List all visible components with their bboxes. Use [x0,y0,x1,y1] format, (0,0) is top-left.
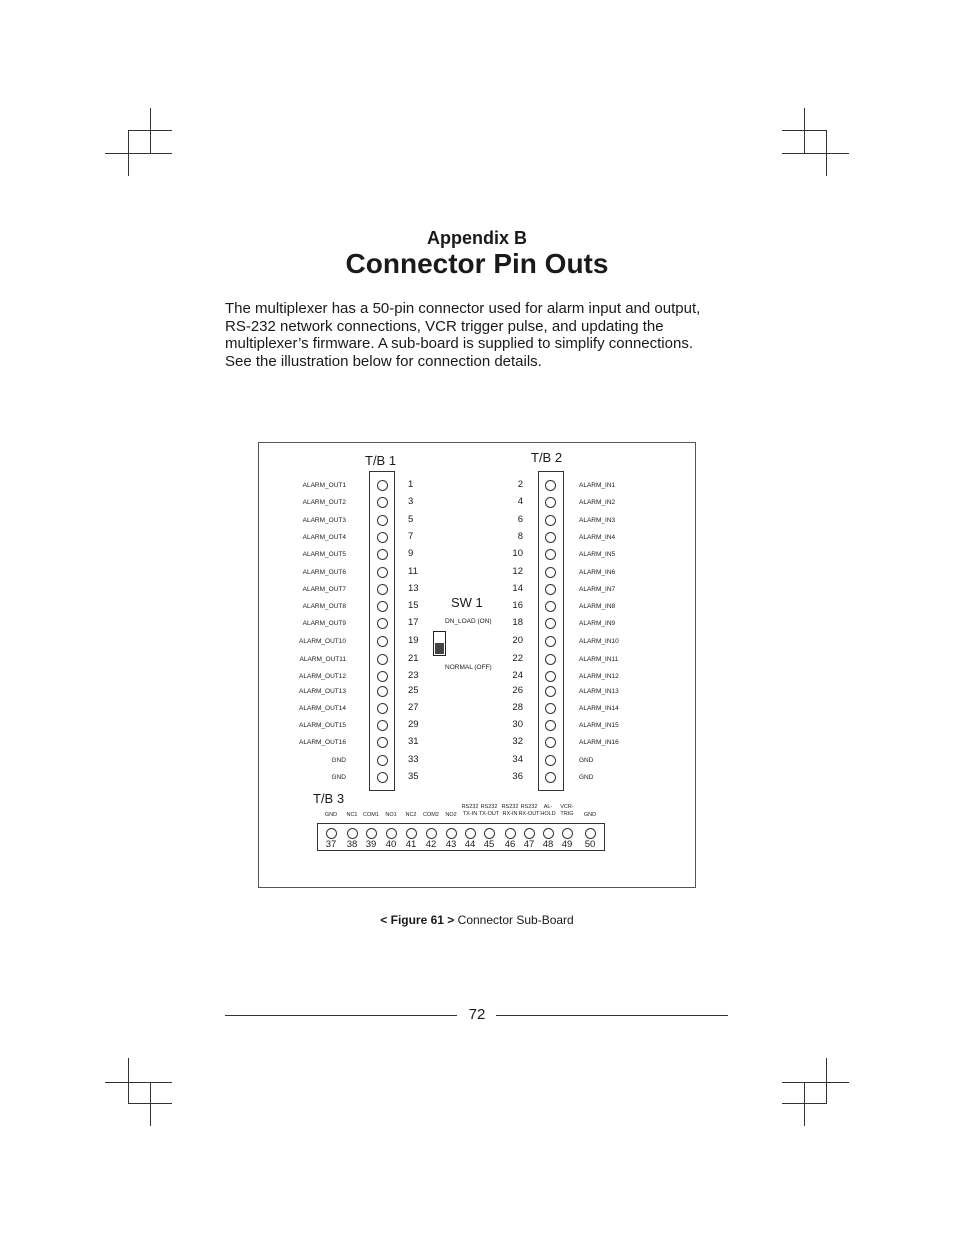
tb3-label: T/B 3 [313,791,345,806]
intro-line: multiplexer’s firmware. A sub-board is supplied to simplify connections. [225,335,693,353]
tb2-label: T/B 2 [531,450,563,465]
tb2-signal-label: ALARM_IN8 [579,603,616,610]
tb2-terminal [545,686,556,697]
tb1-signal-label: GND [331,774,346,781]
tb2-signal-label: ALARM_IN12 [579,673,619,680]
tb2-signal-label: ALARM_IN16 [579,739,619,746]
tb1-pin-number: 27 [408,702,419,713]
tb1-terminal [377,772,388,783]
tb1-terminal [377,720,388,731]
tb1-terminal [377,584,388,595]
intro-line: See the illustration below for connection details. [225,352,542,370]
tb1-terminal [377,636,388,647]
tb3-terminal [465,828,476,839]
tb1-pin-number: 19 [408,635,419,646]
tb1-pin-number: 15 [408,600,419,611]
tb1-signal-label: ALARM_OUT13 [299,688,346,695]
tb2-terminal [545,515,556,526]
tb3-terminal [386,828,397,839]
tb1-terminal [377,654,388,665]
tb3-pin-number: 50 [584,839,596,850]
page-number: 72 [468,1006,486,1023]
tb3-pin-number: 48 [542,839,554,850]
tb1-signal-label: GND [331,757,346,764]
tb2-pin-number: 10 [512,548,523,559]
intro-paragraph [225,300,745,370]
tb2-pin-number: 34 [512,754,523,765]
tb3-pin-number: 46 [504,839,516,850]
dip-switch [433,631,446,656]
tb1-terminal [377,567,388,578]
tb1-signal-label: ALARM_OUT1 [302,482,346,489]
tb2-pin-number: 22 [512,653,523,664]
sw1-off-label: NORMAL (OFF) [445,664,492,671]
tb2-signal-label: ALARM_IN7 [579,586,616,593]
tb3-signal-line: TX-OUT [478,811,500,817]
tb1-signal-label: ALARM_OUT14 [299,705,346,712]
tb3-signal-line: HOLD [540,811,556,817]
tb3-signal-line: GND [324,812,338,818]
tb2-signal-label: ALARM_IN10 [579,638,619,645]
tb1-terminal [377,618,388,629]
tb2-pin-number: 20 [512,635,523,646]
tb3-terminal [446,828,457,839]
tb3-signal-line: TRIG [560,811,574,817]
tb3-terminal [426,828,437,839]
figure-caption [0,913,954,927]
tb1-pin-number: 9 [408,548,414,559]
tb2-signal-label: ALARM_IN3 [579,517,616,524]
tb2-terminal [545,549,556,560]
tb1-signal-label: ALARM_OUT8 [302,603,346,610]
tb1-pin-number: 21 [408,653,419,664]
tb1-terminal [377,671,388,682]
tb1-pin-number: 31 [408,736,419,747]
tb3-signal-line: GND [583,812,597,818]
tb1-signal-label: ALARM_OUT11 [299,656,346,663]
tb1-pin-number: 17 [408,617,419,628]
tb3-signal-line: NC2 [405,812,417,818]
tb1-pin-number: 35 [408,771,419,782]
footer-rule-right [496,1015,728,1016]
tb3-pin-number: 37 [325,839,337,850]
tb1-pin-number: 7 [408,531,414,542]
tb2-pin-number: 16 [512,600,523,611]
tb2-signal-label: ALARM_IN5 [579,551,616,558]
tb2-signal-label: ALARM_IN4 [579,534,616,541]
tb2-signal-label: GND [579,757,594,764]
sw1-on-label: DN_LOAD (ON) [445,618,492,625]
figure-number: < Figure 61 > [380,913,455,927]
tb3-terminal [543,828,554,839]
tb3-signal-line: NC1 [346,812,358,818]
tb1-signal-label: ALARM_OUT7 [302,586,346,593]
tb3-terminal [562,828,573,839]
tb1-label: T/B 1 [365,453,397,468]
sw1-label: SW 1 [451,595,483,610]
tb3-signal-line: RS232 [461,804,479,810]
tb1-pin-number: 33 [408,754,419,765]
tb2-pin-number: 6 [517,514,523,525]
tb2-pin-number: 2 [517,479,523,490]
tb2-terminal [545,737,556,748]
tb2-signal-label: GND [579,774,594,781]
tb1-terminal [377,480,388,491]
tb3-terminal [347,828,358,839]
tb2-terminal [545,584,556,595]
tb2-terminal [545,567,556,578]
tb3-terminal [585,828,596,839]
tb3-pin-number: 42 [425,839,437,850]
tb1-pin-number: 29 [408,719,419,730]
tb1-pin-number: 11 [408,566,418,577]
tb1-signal-label: ALARM_OUT2 [302,499,346,506]
dip-switch-lever [435,643,444,654]
tb2-pin-number: 36 [512,771,523,782]
connector-sub-board [258,442,696,888]
tb3-pin-number: 49 [561,839,573,850]
tb2-terminal [545,618,556,629]
tb2-terminal [545,532,556,543]
tb3-signal-line: NO1 [385,812,397,818]
tb1-signal-label: ALARM_OUT3 [302,517,346,524]
tb3-terminal [524,828,535,839]
tb2-pin-number: 18 [512,617,523,628]
page-title: Connector Pin Outs [345,248,609,279]
tb3-terminal [484,828,495,839]
tb3-pin-number: 47 [523,839,535,850]
tb3-pin-number: 45 [483,839,495,850]
tb2-terminal [545,480,556,491]
tb3-signal-line: NO2 [445,812,457,818]
tb1-signal-label: ALARM_OUT15 [299,722,346,729]
tb1-terminal [377,601,388,612]
tb1-terminal [377,686,388,697]
tb2-signal-label: ALARM_IN14 [579,705,619,712]
tb1-pin-number: 13 [408,583,419,594]
tb1-pin-number: 3 [408,496,414,507]
tb1-signal-label: ALARM_OUT4 [302,534,346,541]
tb2-terminal [545,497,556,508]
tb1-terminal [377,755,388,766]
tb2-signal-label: ALARM_IN11 [579,656,619,663]
tb2-terminal [545,755,556,766]
tb2-signal-label: ALARM_IN1 [579,482,616,489]
tb3-signal-line: RX-IN [502,811,518,817]
tb1-signal-label: ALARM_OUT6 [302,569,346,576]
intro-line: RS-232 network connections, VCR trigger pulse, and updating the [225,317,664,335]
tb2-signal-label: ALARM_IN2 [579,499,616,506]
tb1-pin-number: 1 [408,479,414,490]
tb1-signal-label: ALARM_OUT9 [302,620,346,627]
appendix-label: Appendix B [426,228,527,248]
tb1-terminal [377,703,388,714]
tb2-pin-number: 26 [512,685,523,696]
tb3-signal-line: TX-IN [462,811,478,817]
tb2-signal-label: ALARM_IN6 [579,569,616,576]
tb1-terminal [377,515,388,526]
tb2-terminal [545,636,556,647]
tb1-pin-number: 5 [408,514,414,525]
tb2-pin-number: 32 [512,736,523,747]
tb2-pin-number: 4 [517,496,523,507]
tb3-signal-line: RS232 [501,804,519,810]
tb1-signal-label: ALARM_OUT10 [299,638,346,645]
tb3-terminal [366,828,377,839]
tb2-pin-number: 24 [512,670,523,681]
tb3-signal-line: COM2 [423,812,439,818]
tb3-signal-label [565,812,615,819]
tb3-pin-number: 43 [445,839,457,850]
tb3-signal-line: COM1 [363,812,379,818]
tb1-signal-label: ALARM_OUT12 [299,673,346,680]
tb3-pin-number: 38 [346,839,358,850]
tb3-pin-number: 41 [405,839,417,850]
tb1-terminal [377,737,388,748]
tb3-terminal [326,828,337,839]
tb3-signal-line: AL- [543,804,553,810]
tb1-signal-label: ALARM_OUT16 [299,739,346,746]
tb2-pin-number: 28 [512,702,523,713]
tb3-signal-line: RX-OUT [518,811,540,817]
tb2-terminal [545,772,556,783]
tb1-signal-label: ALARM_OUT5 [302,551,346,558]
figure-title: Connector Sub-Board [457,913,574,927]
tb2-pin-number: 12 [512,566,523,577]
tb1-pin-number: 23 [408,670,419,681]
tb2-pin-number: 8 [517,531,523,542]
tb2-terminal [545,601,556,612]
tb2-terminal [545,654,556,665]
tb3-terminal [406,828,417,839]
tb3-pin-number: 40 [385,839,397,850]
tb2-pin-number: 30 [512,719,523,730]
intro-line: The multiplexer has a 50-pin connector used for alarm input and output, [225,300,701,317]
tb2-pin-number: 14 [512,583,523,594]
tb3-signal-line: RS232 [520,804,538,810]
tb1-pin-number: 25 [408,685,419,696]
tb1-terminal [377,497,388,508]
tb3-pin-number: 39 [365,839,377,850]
tb1-terminal [377,549,388,560]
tb2-terminal [545,720,556,731]
tb3-signal-line: RS232 [480,804,498,810]
tb2-signal-label: ALARM_IN13 [579,688,619,695]
tb3-pin-number: 44 [464,839,476,850]
tb2-terminal [545,671,556,682]
tb2-signal-label: ALARM_IN15 [579,722,619,729]
tb3-terminal [505,828,516,839]
tb2-terminal [545,703,556,714]
tb2-signal-label: ALARM_IN9 [579,620,616,627]
tb3-signal-line: VCR- [560,804,574,810]
tb1-terminal [377,532,388,543]
